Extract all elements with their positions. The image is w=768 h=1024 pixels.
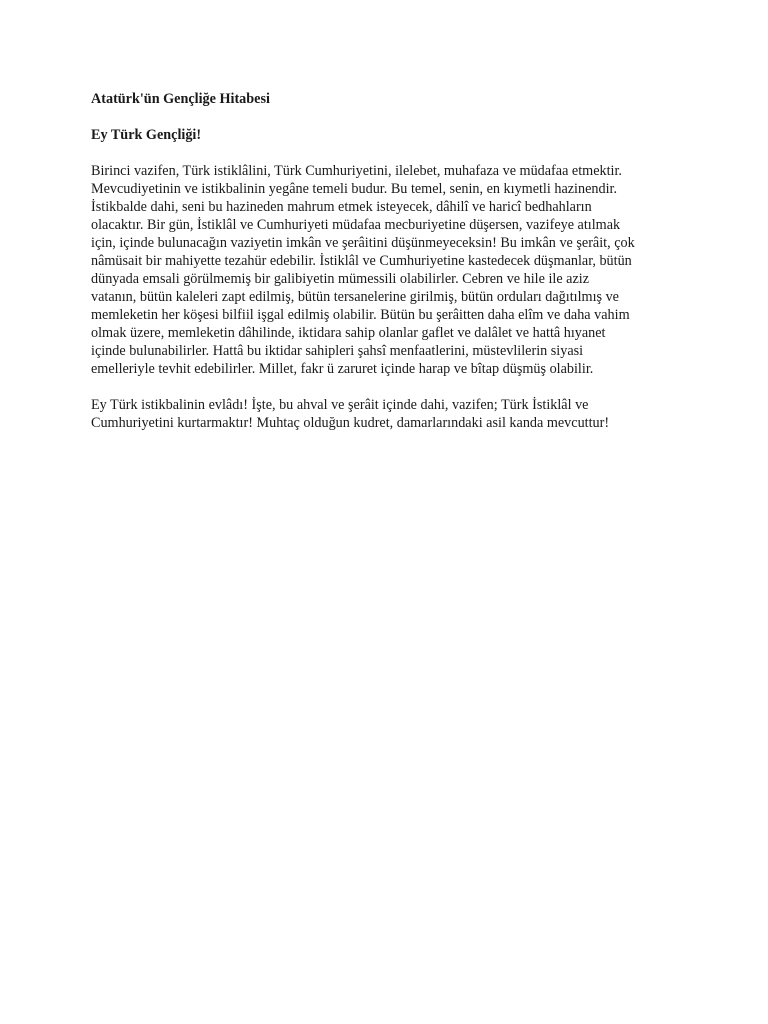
text-line: olacaktır. Bir gün, İstiklâl ve Cumhuriyeti müdafaa mecburiyetine düşersen, vazifeye atılmak [91,217,621,233]
text-line: dünyada emsali görülmemiş bir galibiyetin mümessili olabilirler. Cebren ve hile ile aziz [91,271,590,287]
paragraph-1 [91,162,681,378]
text-line: Birinci vazifen, Türk istiklâlini, Türk Cumhuriyetini, ilelebet, muhafaza ve müdafaa etmektir. [91,163,622,179]
paragraph-2 [91,396,681,432]
document-body [91,90,681,450]
text-line: vatanın, bütün kaleleri zapt edilmiş, bütün tersanelerine girilmiş, bütün orduları dağıtılmış ve [91,289,619,305]
text-line: emelleriyle tevhit edebilirler. Millet, fakr ü zaruret içinde harap ve bîtap düşmüş olabilir. [91,361,594,377]
text-line: nâmüsait bir mahiyette tezahür edebilir. İstiklâl ve Cumhuriyetine kastedecek düşmanlar, bütün [91,253,632,269]
text-line: Cumhuriyetini kurtarmaktır! Muhtaç olduğun kudret, damarlarındaki asil kanda mevcuttur! [91,415,610,431]
text-line: olmak üzere, memleketin dâhilinde, iktidara sahip olanlar gaflet ve dalâlet ve hattâ hıyanet [91,325,606,341]
text-line: için, içinde bulunacağın vaziyetin imkân ve şerâitini düşünmeyeceksin! Bu imkân ve şerâit, çok [91,235,635,251]
text-line: Ey Türk istikbalinin evlâdı! İşte, bu ahval ve şerâit içinde dahi, vazifen; Türk İstiklâl ve [91,397,589,413]
text-line: içinde bulunabilirler. Hattâ bu iktidar sahipleri şahsî menfaatlerini, müstevlilerin siyasi [91,343,584,359]
text-line: İstikbalde dahi, seni bu hazineden mahrum etmek isteyecek, dâhilî ve haricî bedhahların [91,199,592,215]
text-line: Mevcudiyetinin ve istikbalinin yegâne temeli budur. Bu temel, senin, en kıymetli hazinendir. [91,181,618,197]
greeting-heading: Ey Türk Gençliği! [91,127,202,143]
text-line: memleketin her köşesi bilfiil işgal edilmiş olabilir. Bütün bu şerâitten daha elîm ve daha vahim [91,307,630,323]
document-title: Atatürk'ün Gençliğe Hitabesi [91,91,270,107]
